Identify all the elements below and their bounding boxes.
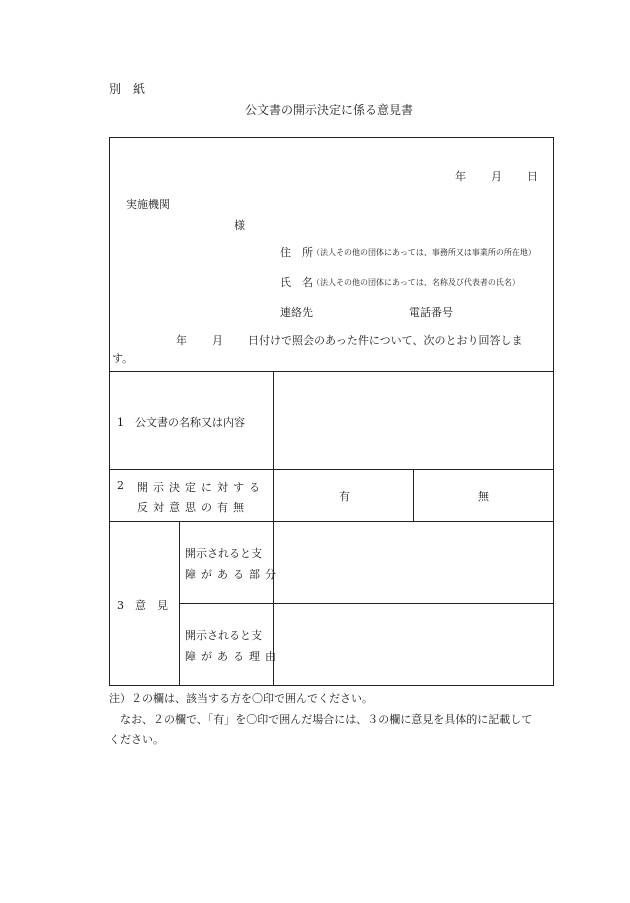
address-label: 住 所 (280, 246, 313, 259)
note-2-line1: なお、２の欄で、「有」を〇印で囲んだ場合には、３の欄に意見を具体的に記載して (109, 713, 533, 726)
note-2-line2: ください。 (109, 733, 164, 746)
date-year-label: 年 (455, 170, 466, 183)
row2-number: 2 (117, 479, 124, 492)
name-note: （法人その他の団体にあっては、名称及び代表者の氏名） (312, 278, 520, 287)
row3b-label-line2: 障がある理由 (185, 650, 281, 663)
row1-label: 1 公文書の名称又は内容 (117, 416, 245, 429)
phone-label: 電話番号 (409, 306, 453, 319)
agency-label: 実施機関 (126, 198, 170, 211)
reply-text-line1: 日付けで照会のあった件について、次のとおり回答しま (248, 334, 523, 347)
document-title: 公文書の開示決定に係る意見書 (245, 103, 414, 117)
row3b-label-line1: 開示されると支 (185, 629, 262, 642)
honorific: 様 (234, 219, 245, 232)
row2-label-line1: 開示決定に対する (137, 481, 265, 494)
contact-label: 連絡先 (280, 306, 313, 319)
note-1: 注）２の欄は、該当する方を〇印で囲んでください。 (109, 692, 373, 705)
address-note: （法人その他の団体にあっては、事務所又は事業所の所在地） (312, 248, 536, 257)
date-month-label: 月 (491, 170, 502, 183)
divider-row1 (109, 469, 554, 470)
attachment-label: 別 紙 (109, 82, 146, 96)
hindrance-part-field[interactable] (274, 522, 553, 602)
opinion-subdivider (179, 521, 180, 686)
row3a-label-line2: 障がある部分 (185, 568, 281, 581)
reply-month-label: 月 (212, 334, 223, 347)
reply-year-label: 年 (176, 334, 187, 347)
hindrance-reason-field[interactable] (274, 604, 553, 685)
objection-yes-option[interactable]: 有 (339, 490, 350, 503)
name-label: 氏 名 (280, 276, 313, 289)
date-day-label: 日 (527, 170, 538, 183)
yes-no-divider (413, 469, 414, 521)
row3-label: 3 意 見 (117, 599, 168, 612)
row3a-label-line1: 開示されると支 (185, 547, 262, 560)
row2-label-line2: 反対意思の有無 (137, 501, 249, 514)
objection-no-option[interactable]: 無 (478, 490, 489, 503)
document-content-field[interactable] (274, 372, 553, 468)
reply-text-line2: す。 (112, 352, 134, 365)
